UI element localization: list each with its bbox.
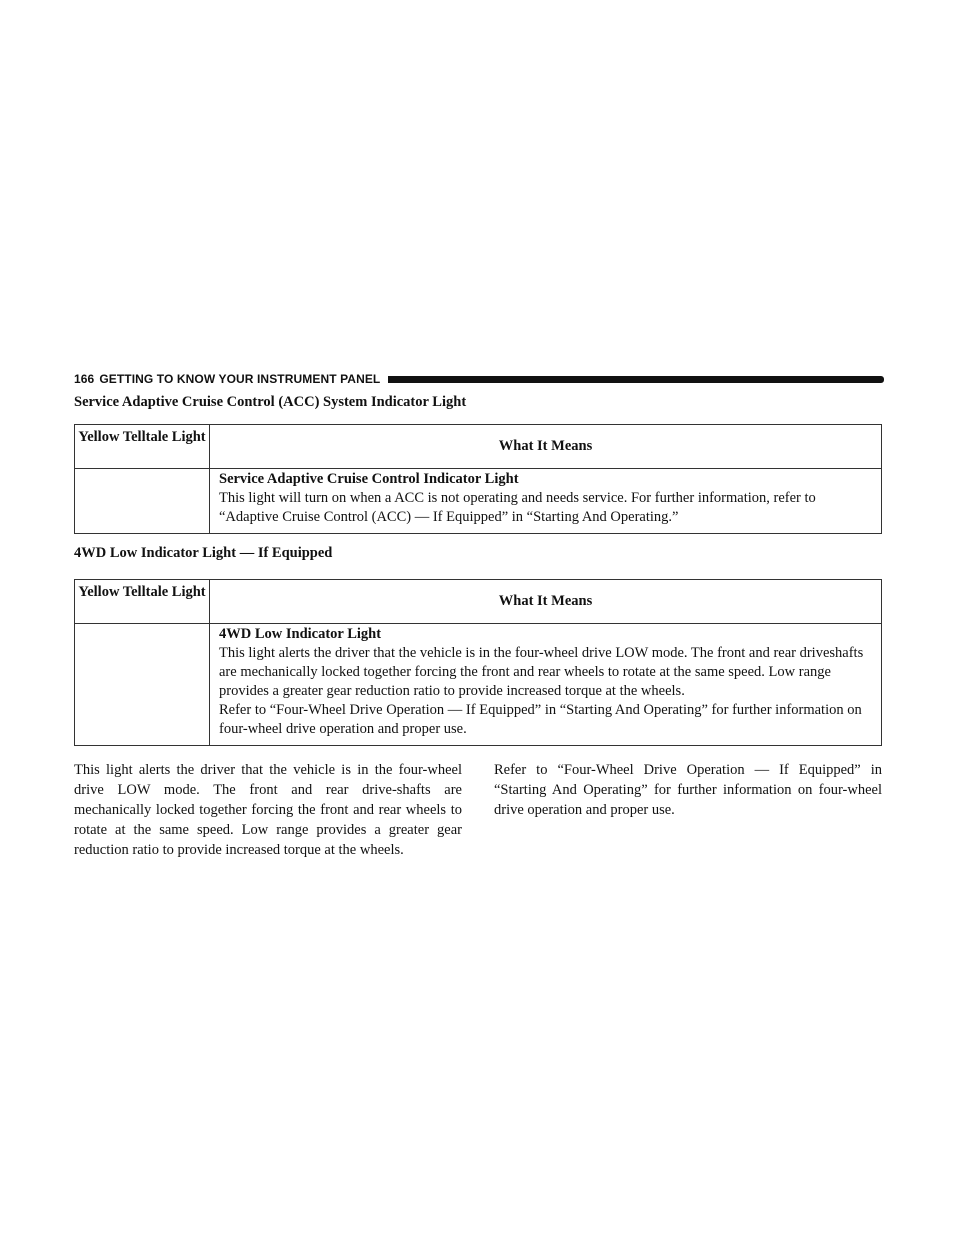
telltale-table-acc <box>74 424 882 534</box>
section-heading-4wd: 4WD Low Indicator Light — If Equipped <box>74 545 333 561</box>
table-header-row <box>75 580 882 624</box>
page-header <box>74 370 884 388</box>
telltale-description <box>210 469 882 534</box>
entry-text: This light will turn on when a ACC is not operating and needs service. For further information, refer to “Adaptive Cruise Control (ACC) — If Equipped” in “Starting And Operating.” <box>219 490 816 525</box>
entry-title: Service Adaptive Cruise Control Indicator Light <box>219 471 519 487</box>
telltale-icon-cell <box>75 624 210 746</box>
page-section-title: GETTING TO KNOW YOUR INSTRUMENT PANEL <box>99 372 381 386</box>
telltale-table-4wd <box>74 579 882 746</box>
body-paragraph-left: This light alerts the driver that the vehicle is in the four-wheel drive LOW mode. The front and rear drive-shafts are mechanically locked together forcing the front and rear wheels to rotate at the same speed. Low range provides a greater gear reduction ratio to provide increased torque at the wheels. <box>74 762 462 858</box>
entry-text: This light alerts the driver that the vehicle is in the four-wheel drive LOW mode. The front and rear driveshafts are mechanically locked together forcing the front and rear wheels to rotate at the same speed. Low range provides a greater gear reduction ratio to provide increased torque at the wheels. <box>219 645 864 699</box>
entry-text-refer: Refer to “Four-Wheel Drive Operation — If Equipped” in “Starting And Operating” for further information on four-wheel drive operation and proper use. <box>219 702 862 737</box>
body-paragraph-right: Refer to “Four-Wheel Drive Operation — If Equipped” in “Starting And Operating” for further information on four-wheel drive operation and proper use. <box>494 762 882 818</box>
page-number: 166 <box>74 372 95 386</box>
column-header-meaning: What It Means <box>210 425 882 469</box>
table-row <box>75 469 882 534</box>
telltale-description <box>210 624 882 746</box>
table-header-row <box>75 425 882 469</box>
section-heading-acc: Service Adaptive Cruise Control (ACC) System Indicator Light <box>74 394 467 410</box>
column-header-meaning: What It Means <box>210 580 882 624</box>
telltale-icon-cell <box>75 469 210 534</box>
table-row <box>75 624 882 746</box>
column-header-light: Yellow Telltale Light <box>75 425 210 469</box>
header-rule <box>388 376 884 383</box>
column-header-light: Yellow Telltale Light <box>75 580 210 624</box>
entry-title: 4WD Low Indicator Light <box>219 626 382 642</box>
